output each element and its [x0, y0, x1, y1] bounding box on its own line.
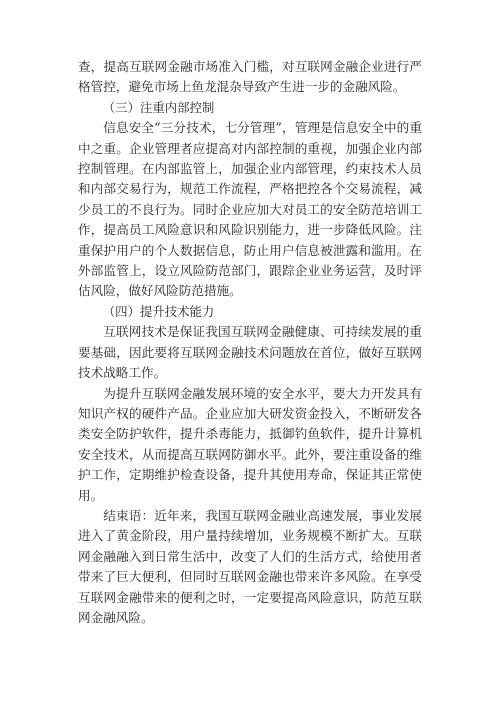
paragraph-security-level: 为提升互联网金融发展环境的安全水平，要大力开发具有知识产权的硬件产品。企业应加大研发资金投入，不断研发各类安全防护软件，提升杀毒能力，抵御钓鱼软件，提升计算机安全技术，从而提高互联网防御水平。此外，要注重设备的维护工作，定期维护检查设备，提升其使用寿命，保证其正常使用。: [78, 385, 422, 503]
paragraph-technical-foundation: 互联网技术是保证我国互联网金融健康、可持续发展的重要基础，因此要将互联网金融技术问题放在首位，做好互联网技术战略工作。: [78, 324, 422, 381]
paragraph-conclusion: 结束语：近年来，我国互联网金融业高速发展，事业发展进入了黄金阶段，用户量持续增加，业务规模不断扩大。互联网金融融入到日常生活中，改变了人们的生活方式，给使用者带来了巨大便利，但同时互联网金融也带来许多风险。在享受互联网金融带来的便利之时，一定要提高风险意识，防范互联网金融风险。: [78, 507, 422, 625]
section-heading-technical-capability: （四）提升技术能力: [102, 303, 215, 319]
section-heading-internal-control: （三）注重内部控制: [102, 99, 215, 115]
paragraph-internal-control: 信息安全“三分技术，七分管理”，管理是信息安全中的重中之重。企业管理者应提高对内部控制的重视，加强企业内部控制管理。在内部监管上，加强企业内部管理，约束技术人员和内部交易行为，规范工作流程，严格把控各个交易流程，减少员工的不良行为。同时企业应加大对员工的安全防范培训工作，提高员工风险意识和风险识别能力，进一步降低风险。注重保护用户的个人数据信息，防止用户信息被泄露和滥用。在外部监管上，设立风险防范部门，跟踪企业业务运营，及时评估风险，做好风险防范措施。: [78, 120, 422, 299]
continuation-paragraph: 查，提高互联网金融市场准入门槛，对互联网金融企业进行严格管控，避免市场上鱼龙混杂导致产生进一步的金融风险。: [78, 59, 422, 95]
document-page: [78, 57, 422, 628]
